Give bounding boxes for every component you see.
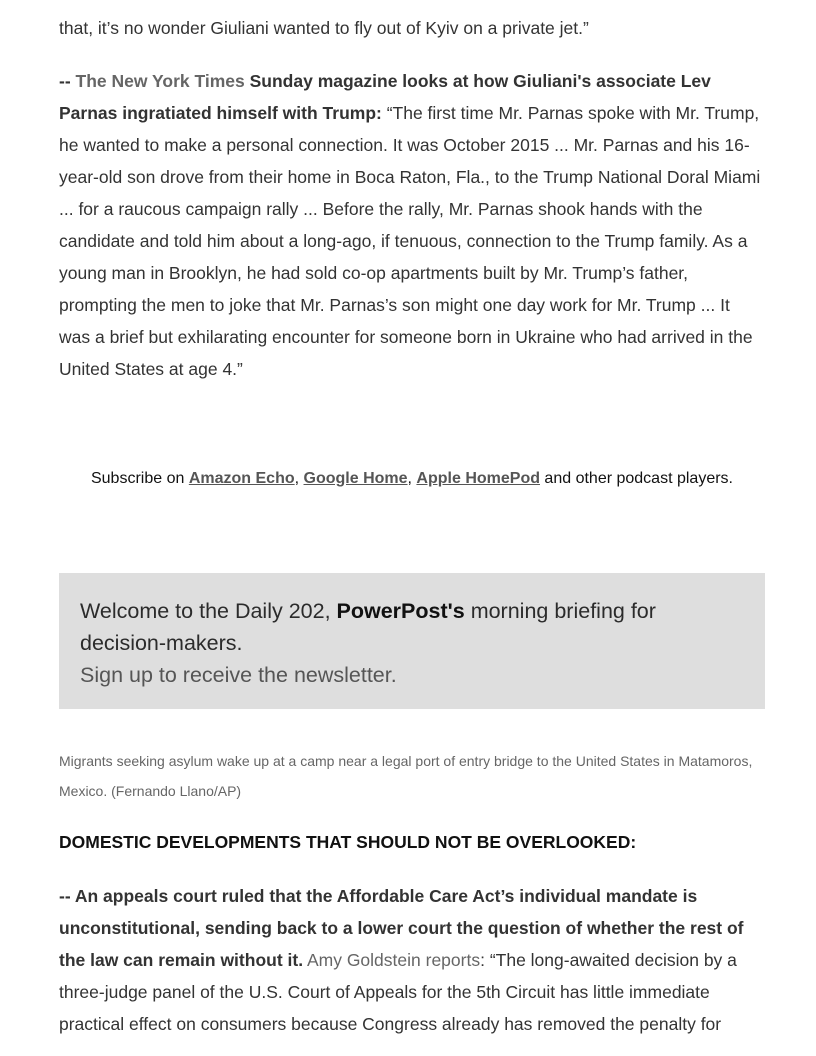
podcast-subscribe <box>59 463 765 495</box>
newsletter-promo-box <box>59 573 765 709</box>
nyt-dashes: -- <box>59 71 76 91</box>
aca-body: : “The long-awaited decision by a three-judge panel of the U.S. Court of Appeals for the 5th Circuit has little immediate practical effect on consumers because Congress already has removed the penalty for <box>59 950 737 1034</box>
aca-news-item <box>59 880 765 1040</box>
nyt-body: “The first time Mr. Parnas spoke with Mr. Trump, he wanted to make a personal connection. It was October 2015 ... Mr. Parnas and his 16-year-old son drove from their home in Boca Raton, Fla., to the Trump National Doral Miami ... for a raucous campaign rally ... Before the rally, Mr. Parnas shook hands with the candidate and told him about a long-ago, if tenuous, connection to the Trump family. As a young man in Brooklyn, he had sold co-op apartments built by Mr. Trump’s father, prompting the men to joke that Mr. Parnas’s son might one day work for Mr. Trump ... It was a brief but exhilarating encounter for someone born in Ukraine who had arrived in the United States at age 4.” <box>59 103 761 379</box>
nyt-news-item <box>59 65 765 385</box>
aca-reporter-link[interactable]: Amy Goldstein reports <box>303 950 481 970</box>
newsletter-signup-link[interactable]: Sign up to receive the newsletter. <box>80 663 397 687</box>
aca-headline: -- An appeals court ruled that the Affordable Care Act’s individual mandate is unconstitutional, sending back to a lower court the question of whether the rest of the law can remain without it. <box>59 886 744 970</box>
welcome-suffix: morning briefing for decision-makers. <box>80 599 656 655</box>
subscribe-prefix: Subscribe on <box>90 470 189 487</box>
section-heading: DOMESTIC DEVELOPMENTS THAT SHOULD NOT BE OVERLOOKED: <box>59 832 637 852</box>
apple-homepod-link[interactable]: Apple HomePod <box>416 470 540 487</box>
nyt-source-link[interactable]: The New York Times <box>75 71 245 91</box>
subscribe-separator: , <box>294 470 304 487</box>
amazon-echo-link[interactable]: Amazon Echo <box>188 470 295 487</box>
quote-ending: that, it’s no wonder Giuliani wanted to fly out of Kyiv on a private jet.” <box>59 18 589 38</box>
nyt-headline: Sunday magazine looks at how Giuliani's associate Lev Parnas ingratiated himself with Trump: <box>59 71 711 123</box>
powerpost-brand: PowerPost's <box>336 599 465 623</box>
google-home-link[interactable]: Google Home <box>303 470 408 487</box>
subscribe-suffix: and other podcast players. <box>539 470 733 487</box>
welcome-prefix: Welcome to the Daily 202, <box>80 599 337 623</box>
subscribe-separator: , <box>407 470 417 487</box>
photo-caption: Migrants seeking asylum wake up at a camp near a legal port of entry bridge to the United States in Matamoros, Mexico. (Fernando Llano/AP) <box>59 753 753 799</box>
